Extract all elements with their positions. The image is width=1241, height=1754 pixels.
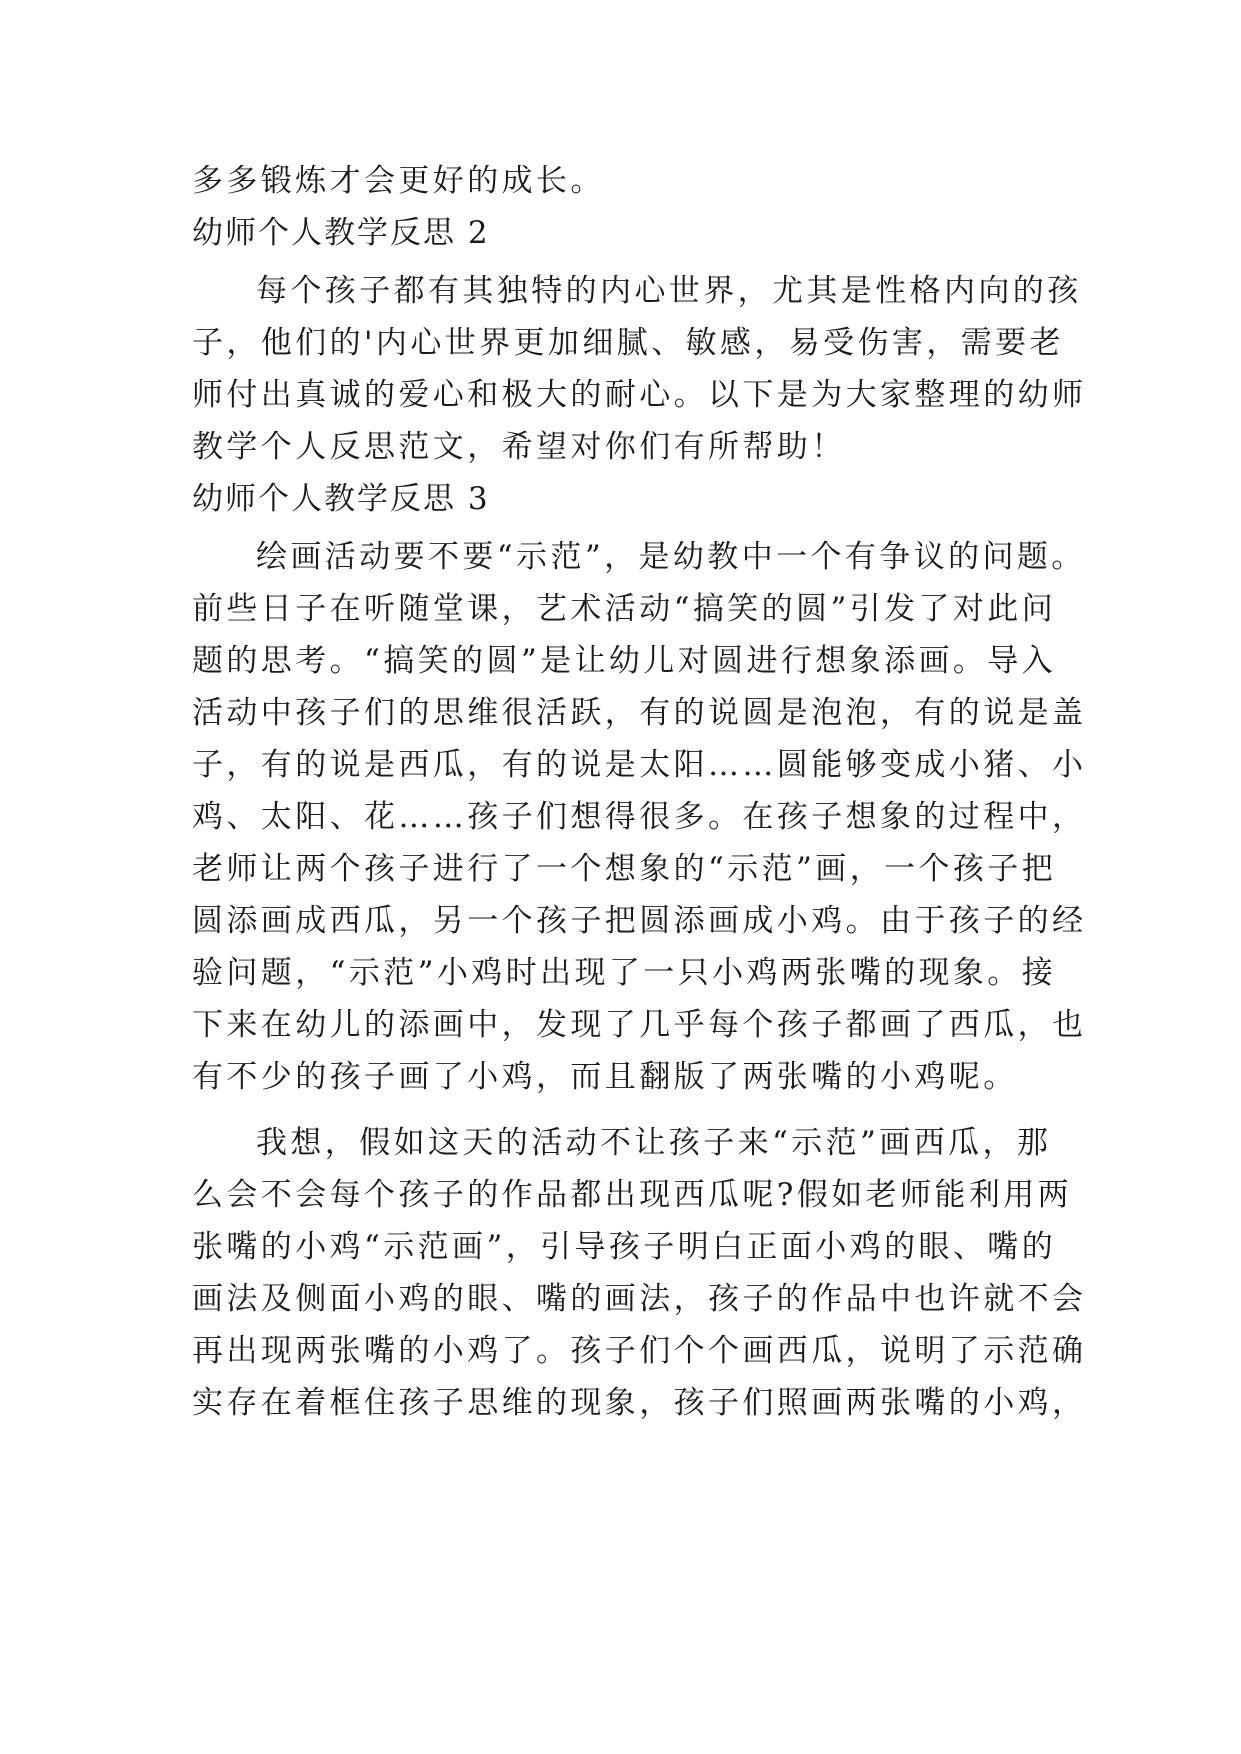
text-line: 子，他们的'内心世界更加细腻、敏感，易受伤害，需要老 [192,325,1064,361]
text-line: 多多锻炼才会更好的成长。 [192,163,605,199]
section-heading: 幼师个人教学反思 2 [192,215,490,251]
text-line: 实存在着框住孩子思维的现象，孩子们照画两张嘴的小鸡， [192,1385,1087,1421]
text-line: 验问题，“示范”小鸡时出现了一只小鸡两张嘴的现象。接 [192,955,1057,991]
text-line: 教学个人反思范文，希望对你们有所帮助！ [192,429,846,465]
text-line: 有不少的孩子画了小鸡，而且翻版了两张嘴的小鸡呢。 [192,1059,1018,1095]
text-line: 绘画活动要不要“示范”，是幼教中一个有争议的问题。 [256,539,1086,575]
text-line: 再出现两张嘴的小鸡了。孩子们个个画西瓜，说明了示范确 [192,1333,1087,1369]
text-line: 我想，假如这天的活动不让孩子来“示范”画西瓜，那 [256,1125,1052,1161]
text-line: 张嘴的小鸡“示范画”，引导孩子明白正面小鸡的眼、嘴的 [192,1229,1057,1265]
paragraph [192,265,1087,473]
text-line: 鸡、太阳、花……孩子们想得很多。在孩子想象的过程中， [192,799,1087,835]
text-line: 下来在幼儿的添画中，发现了几乎每个孩子都画了西瓜，也 [192,1007,1087,1043]
paragraph [192,1117,1087,1429]
text-line: 每个孩子都有其独特的内心世界，尤其是性格内向的孩 [256,273,1082,309]
text-line: 么会不会每个孩子的作品都出现西瓜呢?假如老师能利用两 [192,1177,1073,1213]
text-line: 题的思考。“搞笑的圆”是让幼儿对圆进行想象添画。导入 [192,643,1057,679]
paragraph [192,531,1087,1103]
paragraph-spacer [192,1103,1072,1117]
text-line: 师付出真诚的爱心和极大的耐心。以下是为大家整理的幼师 [192,377,1087,413]
text-line: 画法及侧面小鸡的眼、嘴的画法，孩子的作品中也许就不会 [192,1281,1087,1317]
text-line: 老师让两个孩子进行了一个想象的“示范”画，一个孩子把 [192,851,1057,887]
text-line: 圆添画成西瓜，另一个孩子把圆添画成小鸡。由于孩子的经 [192,903,1087,939]
text-line: 活动中孩子们的思维很活跃，有的说圆是泡泡，有的说是盖 [192,695,1087,731]
text-line: 子，有的说是西瓜，有的说是太阳……圆能够变成小猪、小 [192,747,1087,783]
document-body [192,155,1087,1429]
text-line: 前些日子在听随堂课，艺术活动“搞笑的圆”引发了对此问 [192,591,1057,627]
section-heading: 幼师个人教学反思 3 [192,481,490,517]
